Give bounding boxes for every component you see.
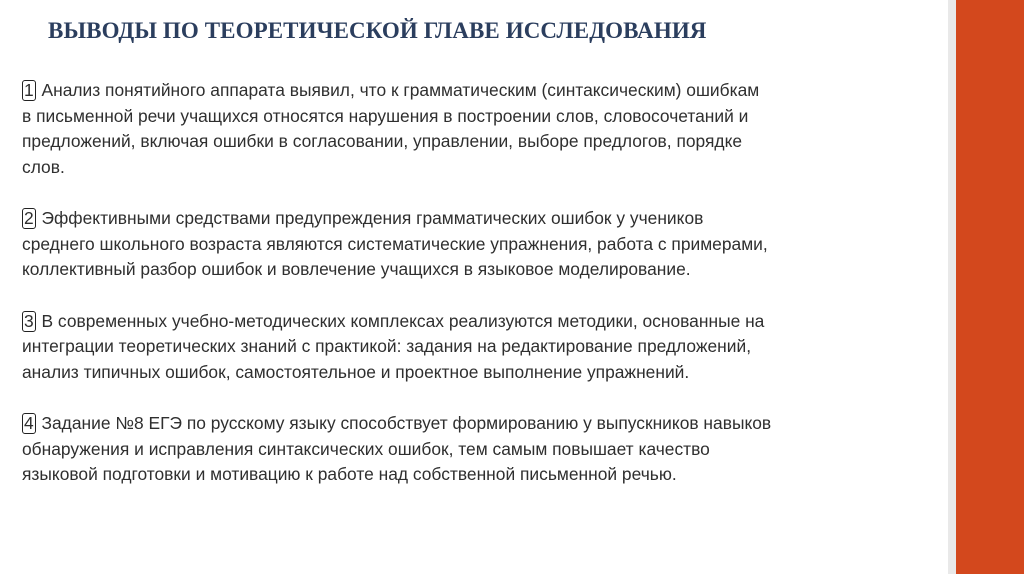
item-number: 4 — [24, 413, 34, 433]
item-number: 3 — [24, 310, 34, 331]
conclusion-item-4 — [22, 411, 922, 488]
item-text: Эффективными средствами предупреждения грамматических ошибок у учеников среднего школьного возраста являются систематические упражнения, работа с примерами, коллективный разбор ошибок и вовлечение учащихся в языковое моделирование. — [22, 208, 768, 279]
slide-title: ВЫВОДЫ ПО ТЕОРЕТИЧЕСКОЙ ГЛАВЕ ИССЛЕДОВАНИЯ — [48, 18, 707, 43]
item-number: 2 — [24, 208, 34, 228]
item-text: В современных учебно-методических комплексах реализуются методики, основанные на интеграции теоретических знаний с практикой: задания на редактирование предложений, анализ типичных ошибок, самостоятельное и проектное выполнение упражнений. — [22, 310, 765, 382]
conclusion-item-1 — [22, 78, 922, 180]
conclusions-list — [22, 78, 922, 514]
conclusion-item-3 — [22, 309, 922, 386]
decorative-accent-bar — [956, 0, 1024, 574]
item-number: 1 — [24, 80, 34, 100]
item-text: Анализ понятийного аппарата выявил, что к грамматическим (синтаксическим) ошибкам в письменной речи учащихся относятся нарушения в построении слов, словосочетаний и предложений, включая ошибки в согласовании, управлении, выборе предлогов, порядке слов. — [22, 80, 760, 177]
conclusion-item-2 — [22, 206, 922, 283]
item-text: Задание №8 ЕГЭ по русскому языку способствует формированию у выпускников навыков обнаружения и исправления синтаксических ошибок, тем самым повышает качество языковой подготовки и мотивацию к работе над собственной письменной речью. — [22, 413, 772, 484]
decorative-grey-stripe — [948, 0, 956, 574]
